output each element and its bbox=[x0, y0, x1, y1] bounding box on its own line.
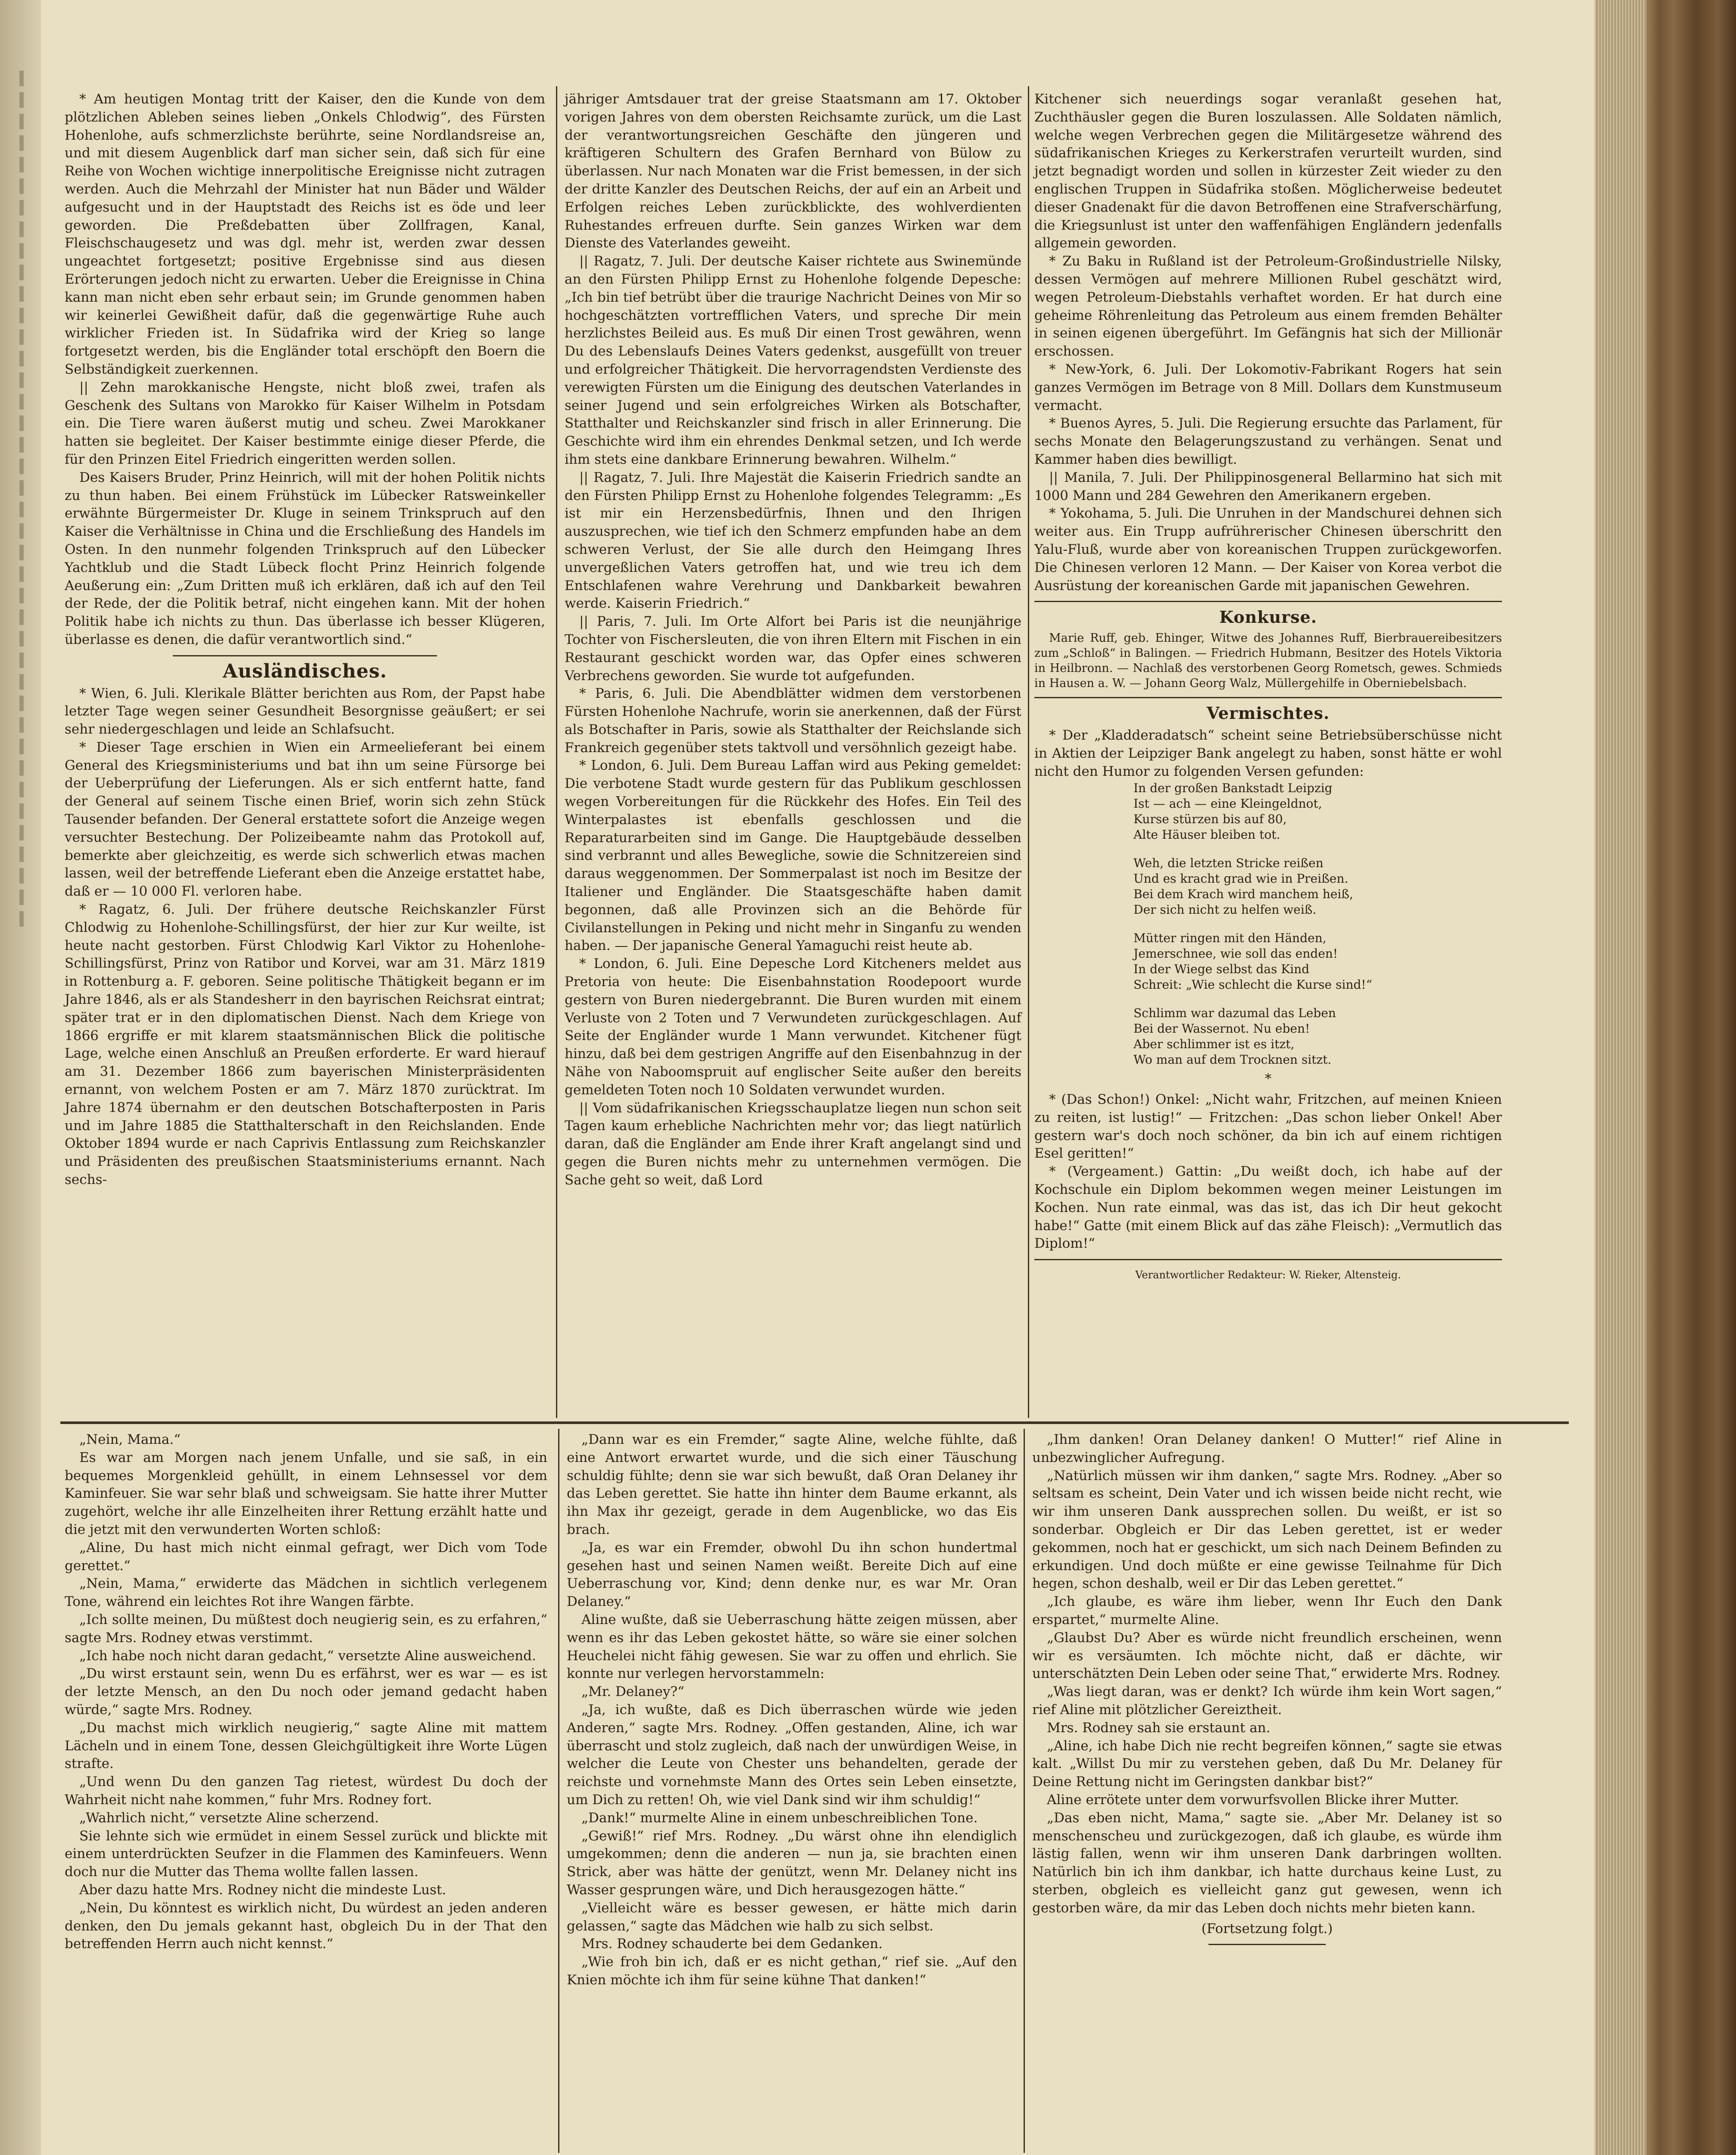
column-3 bbox=[1034, 91, 1502, 1284]
end-rule bbox=[1208, 1944, 1326, 1945]
poem-line: Der sich nicht zu helfen weiß. bbox=[1133, 903, 1317, 917]
article-paragraph: * London, 6. Juli. Dem Bureau Laffan wird aus Peking gemeldet: Die verbotene Stadt wurde gestern für das Publikum geschlossen wegen Vorbereitungen für die Rückkehr des Hofes. Ein Teil des Winterpalastes ist ebenfalls geschlossen und die Reparaturarbeiten sind im Gange. Die Hauptgebäude desselben sind verbrannt und alles Bewegliche, sowie die Schnitzereien sind daraus weggenommen. Der Sommerpalast ist noch im Besitze der Italiener und Engländer. Die Staatsgeschäfte haben damit begonnen, daß alle Provinzen sich an die Behörde für Civilanstellungen in Peking und nicht mehr in Singanfu zu wenden haben. — Der japanische General Yamaguchi reist heute ab. bbox=[565, 758, 1021, 954]
previous-page-text-fragment bbox=[9, 65, 33, 1358]
novel-paragraph: „Du machst mich wirklich neugierig,“ sagte Aline mit mattem Lächeln und in einem Tone, dessen Gleichgültigkeit ihre Worte Lügen strafte. bbox=[65, 1720, 547, 1772]
novel-paragraph: „Nein, Du könntest es wirklich nicht, Du würdest an jeden anderen denken, den Du jemals gekannt hast, obgleich Du in der That den betreffenden Herrn auch nicht kennst.“ bbox=[65, 1900, 547, 1952]
article-paragraph: Des Kaisers Bruder, Prinz Heinrich, will mit der hohen Politik nichts zu thun haben. Bei einem Frühstück im Lübecker Ratsweinkeller erwähnte Bürgermeister Dr. Kluge in seinem Trinkspruch auf den Kaiser die Verhältnisse in China und die Erschließung des Handels im Osten. In den nunmehr folgenden Trinkspruch auf den Lübecker Yachtklub und die Stadt Lübeck flocht Prinz Heinrich folgende Aeußerung ein: „Zum Dritten muß ich erklären, daß ich auf den Teil der Rede, der die Politik betraf, nicht eingehen kann. Mit der hohen Politik habe ich nichts zu thun. Das überlasse ich besser Klügeren, überlasse es denen, die dafür verantwortlich sind.“ bbox=[65, 469, 545, 647]
article-paragraph: * Yokohama, 5. Juli. Die Unruhen in der Mandschurei dehnen sich weiter aus. Ein Trupp aufrührerischer Chinesen überschritt den Yalu-Fluß, wurde aber von koreanischen Truppen zurückgeworfen. Die Chinesen verloren 12 Mann. — Der Kaiser von Korea verbot die Ausrüstung der koreanischen Garde mit japanischen Gewehren. bbox=[1034, 506, 1502, 593]
novel-paragraph: Aline wußte, daß sie Ueberraschung hätte zeigen müssen, aber wenn es ihr das Leben gekostet hätte, so wäre sie einer solchen Heuchelei nicht fähig gewesen. Sie war zu offen und ehrlich. Sie konnte nur verlegen hervorstammeln: bbox=[567, 1612, 1017, 1682]
novel-paragraph: Mrs. Rodney sah sie erstaunt an. bbox=[1047, 1720, 1271, 1736]
article-paragraph: || Ragatz, 7. Juli. Der deutsche Kaiser richtete aus Swinemünde an den Fürsten Philipp Ernst zu Hohenlohe folgende Depesche: „Ich bin tief betrübt über die traurige Nachricht Deines von Mir so hochgeschätzten vortrefflichen Vaters, und spreche Dir mein herzlichstes Beileid aus. Es muß Dir einen Trost gewähren, wenn Du des Lebenslaufs Deines Vaters gedenkst, ausgefüllt von treuer und erfolgreicher Thätigkeit. Die hervorragendsten Verdienste des verewigten Fürsten um die Einigung des deutschen Vaterlandes in seiner Jugend und sein erfolgreiches Wirken als Botschafter, Statthalter und Reichskanzler sind frisch in aller Erinnerung. Die Geschichte wird ihm ein ehrendes Denkmal setzen, und Ich werde ihm stets eine dankbare Erinnerung bewahren. Wilhelm.“ bbox=[565, 253, 1021, 467]
article-paragraph: * Dieser Tage erschien in Wien ein Armeelieferant bei einem General des Kriegsministeriums und bat ihn um seine Fürsorge bei der Ueberprüfung der Lieferungen. Als er sich entfernt hatte, fand der General auf seinem Tische einen Brief, worin sich zehn Stück Tausender befanden. Der General erstattete sofort die Anzeige wegen versuchter Bestechung. Der Polizeibeamte nahm das Protokoll auf, bemerkte aber gleichzeitig, es werde sich schwerlich etwas machen lassen, weil der betreffende Lieferant eben die Anzeige erstattet habe, daß er — 10 000 Fl. verloren habe. bbox=[65, 739, 545, 899]
feuilleton-separator bbox=[60, 1421, 1569, 1424]
feuilleton-column-1 bbox=[65, 1431, 547, 1953]
novel-paragraph: „Und wenn Du den ganzen Tag rietest, würdest Du doch der Wahrheit nicht nahe kommen,“ fuhr Mrs. Rodney fort. bbox=[65, 1774, 547, 1808]
column-rule-2 bbox=[1028, 86, 1029, 1418]
anecdote: * (Das Schon!) Onkel: „Nicht wahr, Fritzchen, auf meinen Knieen zu reiten, ist lustig!“ — Fritzchen: „Das schon lieber Onkel! Aber gestern war's doch noch schöner, da bin ich auf einem richtigen Esel geritten!“ bbox=[1034, 1092, 1502, 1162]
article-paragraph: || Ragatz, 7. Juli. Ihre Majestät die Kaiserin Friedrich sandte an den Fürsten Philipp Ernst zu Hohenlohe folgendes Telegramm: „Es ist mir ein Herzensbedürfnis, Ihnen und den Ihrigen auszusprechen, wie tief ich den Schmerz empfunden habe an dem schweren Verlust, der Sie alle durch den Heimgang Ihres unvergeßlichen Vaters getroffen hat, und wie treu ich dem Entschlafenen wahre Verehrung und Dankbarkeit bewahren werde. Kaiserin Friedrich.“ bbox=[565, 469, 1021, 612]
article-paragraph: || Zehn marokkanische Hengste, nicht bloß zwei, trafen als Geschenk des Sultans von Marokko für Kaiser Wilhelm in Potsdam ein. Die Tiere waren äußerst mutig und scheu. Zwei Marokkaner hatten sie begleitet. Der Kaiser bestimmte einige dieser Pferde, die für den Prinzen Eitel Friedrich eingeritten werden sollen. bbox=[65, 379, 545, 467]
novel-paragraph: „Ich habe noch nicht daran gedacht,“ versetzte Aline ausweichend. bbox=[79, 1648, 536, 1664]
continued-note: (Fortsetzung folgt.) bbox=[1201, 1921, 1333, 1936]
section-divider bbox=[173, 655, 437, 656]
feuilleton-column-2 bbox=[567, 1431, 1017, 1989]
novel-paragraph: „Was liegt daran, was er denkt? Ich würde ihm kein Wort sagen,“ rief Aline mit plötzlicher Gereiztheit. bbox=[1032, 1684, 1502, 1718]
article-paragraph: * London, 6. Juli. Eine Depesche Lord Kitcheners meldet aus Pretoria von heute: Die Eisenbahnstation Roodepoort wurde gestern von Buren niedergebrannt. Die Buren wurden mit einem Verluste von 2 Toten und 7 Verwundeten zurückgeschlagen. Auf Seite der Engländer wurde 1 Mann verwundet. Kitchener fügt hinzu, daß bei dem gestrigen Angriffe auf den Eisenbahnzug in der Nähe von Naboomspruit auf englischer Seite außer den bereits gemeldeten Toten noch 10 Soldaten verwundet wurden. bbox=[565, 956, 1021, 1098]
article-paragraph: * Zu Baku in Rußland ist der Petroleum-Großindustrielle Nilsky, dessen Vermögen auf mehrere Millionen Rubel geschätzt wird, wegen Petroleum-Diebstahls verhaftet worden. Er hat durch eine geheime Röhrenleitung das Petroleum aus einem fremden Behälter in seinen eigenen übergeführt. Im Gefängnis hat sich der Millionär erschossen. bbox=[1034, 253, 1502, 359]
poem-line: Wo man auf dem Trocknen sitzt. bbox=[1133, 1053, 1332, 1067]
novel-paragraph: „Aline, ich habe Dich nie recht begreifen können,“ sagte sie etwas kalt. „Willst Du mir zu verstehen geben, daß Du Mr. Delaney für Deine Rettung nicht im Geringsten dankbar bist?“ bbox=[1032, 1738, 1502, 1790]
feuilleton-column-3 bbox=[1032, 1431, 1502, 1951]
novel-paragraph: „Ich sollte meinen, Du müßtest doch neugierig sein, es zu erfahren,“ sagte Mrs. Rodney etwas verstimmt. bbox=[65, 1612, 547, 1646]
separator-star: * bbox=[1265, 1071, 1272, 1087]
poem-line: In der Wiege selbst das Kind bbox=[1133, 962, 1310, 977]
novel-paragraph: „Ihm danken! Oran Delaney danken! O Mutter!“ rief Aline in unbezwinglicher Aufregung. bbox=[1032, 1432, 1502, 1465]
novel-paragraph: „Ja, es war ein Fremder, obwohl Du ihn schon hundertmal gesehen hast und seinen Namen weißt. Bereite Dich auf eine Ueberraschung vor, Kind; denn denke nur, es war Mr. Oran Delaney.“ bbox=[567, 1540, 1017, 1610]
article-paragraph: * Buenos Ayres, 5. Juli. Die Regierung ersuchte das Parlament, für sechs Monate den Belagerungszustand zu verhängen. Senat und Kammer haben dies bewilligt. bbox=[1034, 415, 1502, 467]
poem-line: Aber schlimmer ist es itzt, bbox=[1133, 1037, 1295, 1052]
column-1 bbox=[65, 91, 545, 1189]
article-paragraph: || Manila, 7. Juli. Der Philippinosgeneral Bellarmino hat sich mit 1000 Mann und 284 Gewehren den Amerikanern ergeben. bbox=[1034, 469, 1502, 503]
section-heading-auslaendisches: Ausländisches. bbox=[222, 660, 387, 682]
book-page-edges bbox=[1595, 0, 1646, 2155]
novel-paragraph: „Vielleicht wäre es besser gewesen, er hätte mich darin gelassen,“ sagte das Mädchen wie halb zu sich selbst. bbox=[567, 1900, 1017, 1934]
article-paragraph: * Paris, 6. Juli. Die Abendblätter widmen dem verstorbenen Fürsten Hohenlohe Nachrufe, worin sie anerkennen, daß der Fürst als Botschafter in Paris, sowie als Statthalter der Reichslande sich Frankreich gegenüber stets taktvoll und versöhnlich gezeigt habe. bbox=[565, 686, 1021, 756]
section-divider bbox=[1034, 601, 1502, 602]
poem-line: Bei dem Krach wird manchem heiß, bbox=[1133, 887, 1353, 902]
novel-paragraph: „Natürlich müssen wir ihm danken,“ sagte Mrs. Rodney. „Aber so seltsam es scheint, Dein Vater und ich wissen beide nicht recht, wie wir ihm unseren Dank aussprechen sollen. Du weißt, er ist so sonderbar. Obgleich er Dir das Leben gerettet, ist er weder gekommen, noch hat er geschickt, um sich nach Deinem Befinden zu erkundigen. Und doch müßte er eine gewisse Teilnahme für Dich hegen, schon deshalb, weil er Dir das Leben gerettet.“ bbox=[1032, 1468, 1502, 1592]
article-paragraph: || Vom südafrikanischen Kriegsschauplatze liegen nun schon seit Tagen kaum erhebliche Nachrichten mehr vor; das liegt natürlich daran, daß die Engländer am Ende ihrer Kraft angelangt sind und gegen die Buren nichts mehr zu unternehmen vermögen. Die Sache geht so weit, daß Lord bbox=[565, 1100, 1021, 1188]
article-paragraph: Kitchener sich neuerdings sogar veranlaßt gesehen hat, Zuchthäusler gegen die Buren loszulassen. Alle Soldaten nämlich, welche wegen Verbrechen gegen die Militärgesetze während des südafrikanischen Krieges zu Kerkerstrafen verurteilt wurden, sind jetzt begnadigt worden und sollen in kürzester Zeit wieder zu den englischen Truppen in Südafrika stoßen. Möglicherweise bedeutet dieser Gnadenakt für die davon Betroffenen eine Strafverschärfung, die Kriegsunlust ist unter den waffenfähigen Engländern jedenfalls allgemein geworden. bbox=[1034, 91, 1502, 251]
novel-paragraph: „Ich glaube, es wäre ihm lieber, wenn Ihr Euch den Dank erspartet,“ murmelte Aline. bbox=[1032, 1594, 1502, 1627]
poem-line: Bei der Wassernot. Nu eben! bbox=[1133, 1021, 1310, 1036]
novel-paragraph: „Das eben nicht, Mama,“ sagte sie. „Aber Mr. Delaney ist so menschenscheu und zurückgezogen, daß ich glaube, es würde ihm lästig fallen, wenn wir ihm unseren Dank darbringen wollten. Natürlich bin ich ihm dankbar, ich hatte durchaus keine Lust, zu sterben, obgleich es vielleicht ganz gut gewesen, wenn ich gestorben wäre, da mir das Leben doch nichts mehr bieten kann. bbox=[1032, 1810, 1502, 1916]
novel-paragraph: „Dank!“ murmelte Aline in einem unbeschreiblichen Tone. bbox=[581, 1810, 978, 1826]
article-paragraph: * Wien, 6. Juli. Klerikale Blätter berichten aus Rom, der Papst habe letzter Tage wegen seiner Gesundheit Besorgnisse geäußert; er sei sehr niedergeschlagen und leide an Schlafsucht. bbox=[65, 685, 545, 737]
poem-line: In der großen Bankstadt Leipzig bbox=[1133, 781, 1333, 796]
novel-paragraph: Aline errötete unter dem vorwurfsvollen Blicke ihrer Mutter. bbox=[1047, 1792, 1459, 1808]
novel-paragraph: Aber dazu hatte Mrs. Rodney nicht die mindeste Lust. bbox=[79, 1882, 446, 1898]
editor-credit: Verantwortlicher Redakteur: W. Rieker, Altensteig. bbox=[1135, 1269, 1401, 1281]
column-rule-1 bbox=[556, 86, 557, 1418]
novel-paragraph: „Mr. Delaney?“ bbox=[581, 1684, 684, 1700]
novel-paragraph: Es war am Morgen nach jenem Unfalle, und sie saß, in ein bequemes Morgenkleid gehüllt, in einem Lehnsessel vor dem Kaminfeuer. Sie war sehr blaß und schweigsam. Sie hatte ihrer Mutter zugehört, welche ihr alle Einzelheiten ihrer Rettung erzählt hatte und die jetzt mit den verwunderten Worten schloß: bbox=[65, 1449, 547, 1537]
article-paragraph: * Am heutigen Montag tritt der Kaiser, den die Kunde von dem plötzlichen Ableben seines lieben „Onkels Chlodwig“, des Fürsten Hohenlohe, aufs schmerzlichste berührte, seine Nordlandsreise an, und mit diesem Augenblick darf man sicher sein, daß sich für eine Reihe von Wochen wichtige innerpolitische Ereignisse nicht zutragen werden. Auch die Mehrzahl der Minister hat nun Bäder und Wälder aufgesucht und in der Hauptstadt des Reichs ist es öde und leer geworden. Die Preßdebatten über Zollfragen, Kanal, Fleischschaugesetz und was dgl. mehr ist, werden zwar dessen ungeachtet fortgesetzt; positive Ergebnisse sind aus diesen Erörterungen jedoch nicht zu erwarten. Ueber die Ereignisse in China kann man nicht eben sehr erbaut sein; im Grunde genommen haben wir keinerlei Gewißheit dafür, daß die gegenwärtige Ruhe auch wirklicher Frieden ist. In Südafrika wird der Krieg so lange fortgesetzt werden, bis die Engländer total erschöpft den Boern die Selbständigkeit zuerkennen. bbox=[65, 91, 545, 377]
poem-line: Kurse stürzen bis auf 80, bbox=[1133, 812, 1287, 827]
novel-paragraph: „Dann war es ein Fremder,“ sagte Aline, welche fühlte, daß eine Antwort erwartet wurde, und die sich einer Täuschung schuldig fühlte; denn sie war sich bewußt, daß Oran Delaney ihr das Leben gerettet. Sie hatte ihn hinter dem Baume erkannt, als ihn Max ihr gezeigt, gerade in dem Augenblicke, wo das Eis brach. bbox=[567, 1432, 1017, 1537]
section-divider bbox=[1034, 697, 1502, 698]
section-heading-vermischtes: Vermischtes. bbox=[1206, 703, 1330, 723]
poem-line: Mütter ringen mit den Händen, bbox=[1133, 931, 1327, 946]
previous-page-edge bbox=[0, 0, 41, 2155]
poem-line: Jemerschnee, wie soll das enden! bbox=[1133, 946, 1338, 961]
novel-paragraph: Mrs. Rodney schauderte bei dem Gedanken. bbox=[581, 1936, 883, 1952]
novel-paragraph: „Nein, Mama,“ erwiderte das Mädchen in sichtlich verlegenem Tone, während ein leichtes Rot ihre Wangen färbte. bbox=[65, 1576, 547, 1610]
poem bbox=[1133, 781, 1502, 1068]
feuilleton-rule-2 bbox=[1024, 1429, 1025, 2153]
article-paragraph: * New-York, 6. Juli. Der Lokomotiv-Fabrikant Rogers hat sein ganzes Vermögen im Betrage von 8 Mill. Dollars dem Kunstmuseum vermacht. bbox=[1034, 361, 1502, 413]
section-divider bbox=[1034, 1259, 1502, 1260]
novel-paragraph: „Aline, Du hast mich nicht einmal gefragt, wer Dich vom Tode gerettet.“ bbox=[65, 1540, 547, 1574]
novel-paragraph: „Wie froh bin ich, daß er es nicht gethan,“ rief sie. „Auf den Knien möchte ich ihm für seine kühne That danken!“ bbox=[567, 1954, 1017, 1988]
novel-paragraph: „Glaubst Du? Aber es würde nicht freundlich erscheinen, wenn wir es versäumten. Ich möchte nicht, daß er dächte, wir unterschätzten Dein Leben oder seine That,“ erwiderte Mrs. Rodney. bbox=[1032, 1630, 1502, 1682]
column-2 bbox=[565, 91, 1021, 1190]
novel-paragraph: „Du wirst erstaunt sein, wenn Du es erfährst, wer es war — es ist der letzte Mensch, an den Du noch oder jemand gedacht haben würde,“ sagte Mrs. Rodney. bbox=[65, 1666, 547, 1718]
novel-paragraph: „Ja, ich wußte, daß es Dich überraschen würde wie jeden Anderen,“ sagte Mrs. Rodney. „Offen gestanden, Aline, ich war überrascht und stolz zugleich, daß nach der unwürdigen Weise, in welcher die Leute von Chester uns behandelten, gerade der reichste und vornehmste Mann des Ortes sein Leben einsetzte, um Dich zu retten! Oh, wie viel Dank sind wir ihm schuldig!“ bbox=[567, 1702, 1017, 1808]
article-paragraph: jähriger Amtsdauer trat der greise Staatsmann am 17. Oktober vorigen Jahres von dem obersten Reichsamte zurück, um die Last der verantwortungsreichen Geschäfte den jüngeren und kräftigeren Schultern des Grafen Bernhard von Bülow zu überlassen. Nur nach Monaten war die Frist bemessen, in der sich der dritte Kanzler des Deutschen Reichs, der auf ein an Arbeit und Erfolgen reiches Leben zurückblickte, des wohlverdienten Ruhestandes erfreuen durfte. Sein ganzes Wirken war dem Dienste des Vaterlandes geweiht. bbox=[565, 91, 1021, 251]
poem-line: Ist — ach — eine Kleingeldnot, bbox=[1133, 796, 1322, 811]
section-heading-konkurse: Konkurse. bbox=[1219, 607, 1317, 627]
novel-paragraph: „Wahrlich nicht,“ versetzte Aline scherzend. bbox=[79, 1810, 379, 1826]
poem-line: Schlimm war dazumal das Leben bbox=[1133, 1006, 1336, 1021]
poem-line: Schreit: „Wie schlecht die Kurse sind!“ bbox=[1133, 978, 1372, 992]
anecdote: * (Vergeament.) Gattin: „Du weißt doch, ich habe auf der Kochschule ein Diplom bekommen wegen meiner Leistungen im Kochen. Nun rate einmal, was das ist, das ich Dir heut gekocht habe!“ Gatte (mit einem Blick auf das zähe Fleisch): „Vermutlich das Diplom!“ bbox=[1034, 1164, 1502, 1252]
book-spine bbox=[1646, 0, 1736, 2155]
poem-line: Alte Häuser bleiben tot. bbox=[1133, 828, 1280, 842]
article-paragraph: * Ragatz, 6. Juli. Der frühere deutsche Reichskanzler Fürst Chlodwig zu Hohenlohe-Schillingsfürst, der hier zur Kur weilte, ist heute nacht gestorben. Fürst Chlodwig Karl Viktor zu Hohenlohe-Schillingsfürst, Prinz von Ratibor und Korvei, war am 31. März 1819 in Rottenburg a. F. geboren. Seine politische Thätigkeit begann er im Jahre 1846, als er als Standesherr in den bayrischen Reichsrat eintrat; später trat er in den diplomatischen Dienst. Nach dem Kriege von 1866 ergriffe er mit klarem staatsmännischen Blick die politische Lage, welche einen Anschluß an Preußen erforderte. Er ward hierauf am 31. Dezember 1866 zum bayerischen Ministerpräsidenten ernannt, von welchem Posten er am 7. März 1870 zurücktrat. Im Jahre 1874 übernahm er den deutschen Botschafterposten in Paris und im Jahre 1885 die Statthalterschaft in den Reichslanden. Ende Oktober 1894 wurde er nach Caprivis Entlassung zum Reichskanzler und Präsidenten des preußischen Staatsministeriums ernannt. Nach sechs- bbox=[65, 902, 545, 1188]
novel-paragraph: „Gewiß!“ rief Mrs. Rodney. „Du wärst ohne ihn elendiglich umgekommen; denn die anderen — nun ja, sie brachten einen Strick, aber was hätte der genützt, wenn Mr. Delaney nicht ins Wasser gesprungen wäre, und Dich herausgezogen hätte.“ bbox=[567, 1828, 1017, 1898]
novel-paragraph: Sie lehnte sich wie ermüdet in einem Sessel zurück und blickte mit einem unterdrückten Seufzer in die Flammen des Kaminfeuers. Wenn doch nur die Mutter das Thema wollte fallen lassen. bbox=[65, 1828, 547, 1880]
poem-line: Und es kracht grad wie in Preißen. bbox=[1133, 871, 1349, 886]
article-paragraph: * Der „Kladderadatsch“ scheint seine Betriebsüberschüsse nicht in Aktien der Leipziger Bank angelegt zu haben, sonst hätte er wohl nicht den Humor zu folgenden Versen gefunden: bbox=[1034, 727, 1502, 779]
feuilleton-rule-1 bbox=[558, 1429, 559, 2153]
konkurse-text: Marie Ruff, geb. Ehinger, Witwe des Johannes Ruff, Bierbrauereibesitzers zum „Schloß“ in Balingen. — Friedrich Hubmann, Besitzer des Hotels Viktoria in Heilbronn. — Nachlaß des verstorbenen Georg Rometsch, gewes. Schmieds in Hausen a. W. — Johann Georg Walz, Müllergehilfe in Oberniebelsbach. bbox=[1034, 631, 1502, 690]
poem-line: Weh, die letzten Stricke reißen bbox=[1133, 856, 1324, 871]
novel-paragraph: „Nein, Mama.“ bbox=[79, 1432, 181, 1447]
article-paragraph: || Paris, 7. Juli. Im Orte Alfort bei Paris ist die neunjährige Tochter von Fischersleuten, die von ihren Eltern mit Fischen in ein Restaurant geschickt worden war, das Opfer eines schweren Verbrechens geworden. Sie wurde tot aufgefunden. bbox=[565, 614, 1021, 684]
